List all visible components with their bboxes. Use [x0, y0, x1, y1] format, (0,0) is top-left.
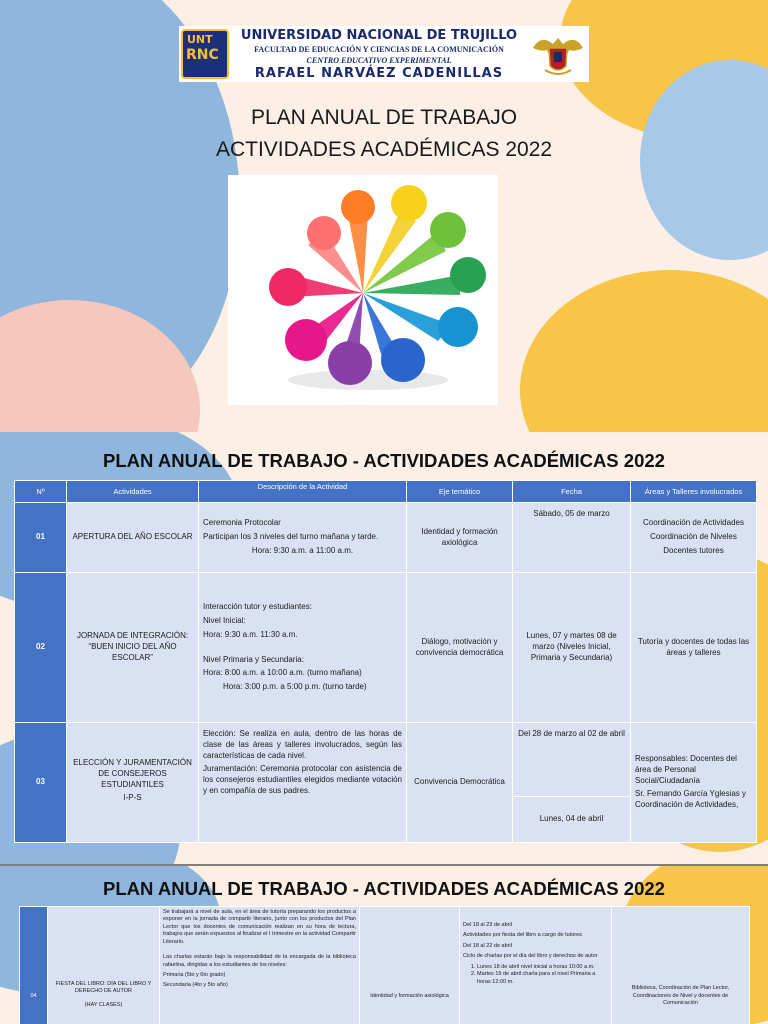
- cover-title-line1: PLAN ANUAL DE TRABAJO: [250, 106, 518, 129]
- group-of-colorful-figures-icon: [228, 175, 498, 405]
- description-line: Se trabajará a nivel de aula, en el área de tutoría preparando los productos a exponer en la jornada de compartir literario, junto con los productos del Plan Lector que los docentes de comunicación realizan en su hora de lectura, trabajos que serán expuestos al finalizar el I trimestre en la actividad Compartir Literario.: [163, 909, 356, 945]
- university-name: UNIVERSIDAD NACIONAL DE TRUJILLO: [240, 28, 518, 43]
- table-row: [20, 907, 750, 1024]
- header-activities: Actividades: [67, 481, 199, 503]
- cover-title-line2: ACTIVIDADES ACADÉMICAS 2022: [215, 138, 553, 161]
- area-line: Sr. Fernando García Yglesias y Coordinación de Actividades,: [635, 789, 747, 810]
- activities-table: [19, 906, 750, 1024]
- description-line: Hora: 8:00 a.m. a 10:00 a.m. (turno mañana): [203, 668, 362, 678]
- description-cell: [199, 573, 407, 723]
- description-line: Hora: 3:00 p.m. a 5:00 p.m. (turno tarde): [223, 682, 367, 692]
- activity-cell: [48, 907, 160, 1024]
- school-name: RAFAEL NARVÁEZ CADENILLAS: [254, 66, 504, 81]
- activity-cell: APERTURA DEL AÑO ESCOLAR: [67, 503, 199, 573]
- activity-line: FIESTA DEL LIBRO: DÍA DEL LIBRO Y DERECHO DE AUTOR: [55, 980, 152, 995]
- description-line: Hora: 9:30 a.m. a 11:00 a.m.: [251, 545, 354, 555]
- list-item: 2. Martes 19 de abril charla para el nivel Primaria a horas 12:00 m.: [477, 971, 608, 986]
- list-item: 1. Lunes 18 de abril nivel inicial a horas 10:00 a.m.: [477, 964, 608, 971]
- date-line: Del 18 al 22 de abril: [463, 942, 512, 949]
- header-num: Nº: [15, 481, 67, 503]
- header-date: Fecha: [513, 481, 631, 503]
- description-cell: [160, 907, 360, 1024]
- slide2-title: PLAN ANUAL DE TRABAJO - ACTIVIDADES ACADÉMICAS 2022: [103, 450, 665, 471]
- charla-list: [463, 964, 608, 986]
- description-line: Secundaria (4to y 5to año): [163, 982, 228, 989]
- slide-activities-table: [0, 432, 768, 864]
- description-line: Elección: Se realiza en aula, dentro de las horas de clase de las áreas y talleres involucrados, según las características de cada nivel.: [203, 729, 402, 760]
- description-line: Nivel Inicial:: [203, 615, 246, 625]
- area-line: Responsables: Docentes del área de Personal Social/Ciudadanía: [635, 754, 737, 785]
- date-cell: [460, 907, 612, 1024]
- description-line: Hora: 9:30 a.m. 11:30 a.m.: [203, 629, 298, 639]
- description-line: Primaria (5to y 6to grado): [163, 971, 226, 978]
- table-header-row: [15, 481, 757, 503]
- table-row: [15, 503, 757, 573]
- row-number: 02: [15, 573, 67, 723]
- activities-table: [14, 480, 757, 843]
- slide3-title: PLAN ANUAL DE TRABAJO - ACTIVIDADES ACADÉMICAS 2022: [103, 878, 665, 899]
- description-cell: [199, 723, 407, 843]
- decor-blob-yellow-bottom: [520, 270, 768, 432]
- table-row: [15, 573, 757, 723]
- axis-cell: Convivencia Democrática: [407, 723, 513, 843]
- row-number: 04: [20, 907, 48, 1024]
- teamwork-image: [228, 175, 498, 405]
- unt-logo: [181, 29, 229, 79]
- logo-text-unt: UNT: [187, 33, 213, 46]
- date-cell: Lunes, 07 y martes 08 de marzo (Niveles Inicial, Primaria y Secundaria): [513, 573, 631, 723]
- description-line: Nivel Primaria y Secundaria:: [203, 654, 304, 664]
- row-number: 03: [15, 723, 67, 843]
- description-line: Las charlas estarán bajo la responsabilidad de la encargada de la biblioteca rafaelina, dirigidas a los estudiantes de los niveles:: [163, 954, 356, 968]
- slide-cover: [0, 0, 768, 432]
- axis-cell: Identidad y formación axiológica: [360, 907, 460, 1024]
- activity-cell: [67, 573, 199, 723]
- university-crest-icon: [531, 30, 585, 80]
- row-number: 01: [15, 503, 67, 573]
- area-line: Coordinación de Actividades: [643, 518, 744, 528]
- area-line: Coordinación de Niveles: [650, 532, 737, 542]
- axis-cell: Diálogo, motivación y convivencia democrática: [407, 573, 513, 723]
- school-header-banner: [179, 26, 589, 82]
- description-line: Participan los 3 niveles del turno mañana y tarde.: [203, 532, 379, 542]
- areas-cell: [631, 723, 757, 843]
- logo-text-rnc: RNC: [186, 47, 219, 63]
- description-cell: [199, 503, 407, 573]
- areas-cell: Biblioteca, Coordinación de Plan Lector, Coordinaciones de Nivel y docentes de Comunicación: [612, 907, 750, 1024]
- table-row: [15, 723, 757, 797]
- activity-line: ELECCIÓN Y JURAMENTACIÓN DE CONSEJEROS ESTUDIANTILES: [73, 757, 192, 789]
- faculty-name: FACULTAD DE EDUCACIÓN Y CIENCIAS DE LA COMUNICACIÓN: [254, 45, 504, 54]
- areas-cell: Tutoría y docentes de todas las áreas y talleres: [631, 573, 757, 723]
- date-cell: Del 28 de marzo al 02 de abril: [513, 723, 631, 797]
- activity-line: I-P-S: [123, 793, 142, 803]
- activity-line: “BUEN INICIO DEL AÑO ESCOLAR”: [88, 642, 177, 662]
- header-description: Descripción de la Actividad: [199, 481, 407, 503]
- date-line: Ciclo de charlas por el día del libro y derechos de autor: [463, 953, 598, 960]
- activity-cell: [67, 723, 199, 843]
- description-line: Interacción tutor y estudiantes:: [203, 602, 312, 612]
- date-line: Del 18 al 23 de abril: [463, 922, 512, 928]
- slide-activities-table-continued: [0, 866, 768, 1024]
- areas-cell: [631, 503, 757, 573]
- description-line: Ceremonia Protocolar: [203, 518, 281, 528]
- area-line: Docentes tutores: [663, 545, 724, 555]
- axis-cell: Identidad y formación axiológica: [407, 503, 513, 573]
- center-name: CENTRO EDUCATIVO EXPERIMENTAL: [306, 56, 452, 65]
- header-areas: Áreas y Talleres involucrados: [631, 481, 757, 503]
- date-cell: Sábado, 05 de marzo: [513, 503, 631, 573]
- date-line: Actividades por fiesta del libro a cargo de tutores: [463, 932, 582, 939]
- activity-line: (HAY CLASES): [84, 1001, 123, 1008]
- activity-line: JORNADA DE INTEGRACIÓN:: [76, 631, 189, 641]
- header-axis: Eje temático: [407, 481, 513, 503]
- date-cell: Lunes, 04 de abril: [513, 797, 631, 843]
- description-line: Juramentación: Ceremonia protocolar con asistencia de los consejeros estudiantiles elegidos mediante votación y en compañía de sus padres.: [203, 764, 402, 795]
